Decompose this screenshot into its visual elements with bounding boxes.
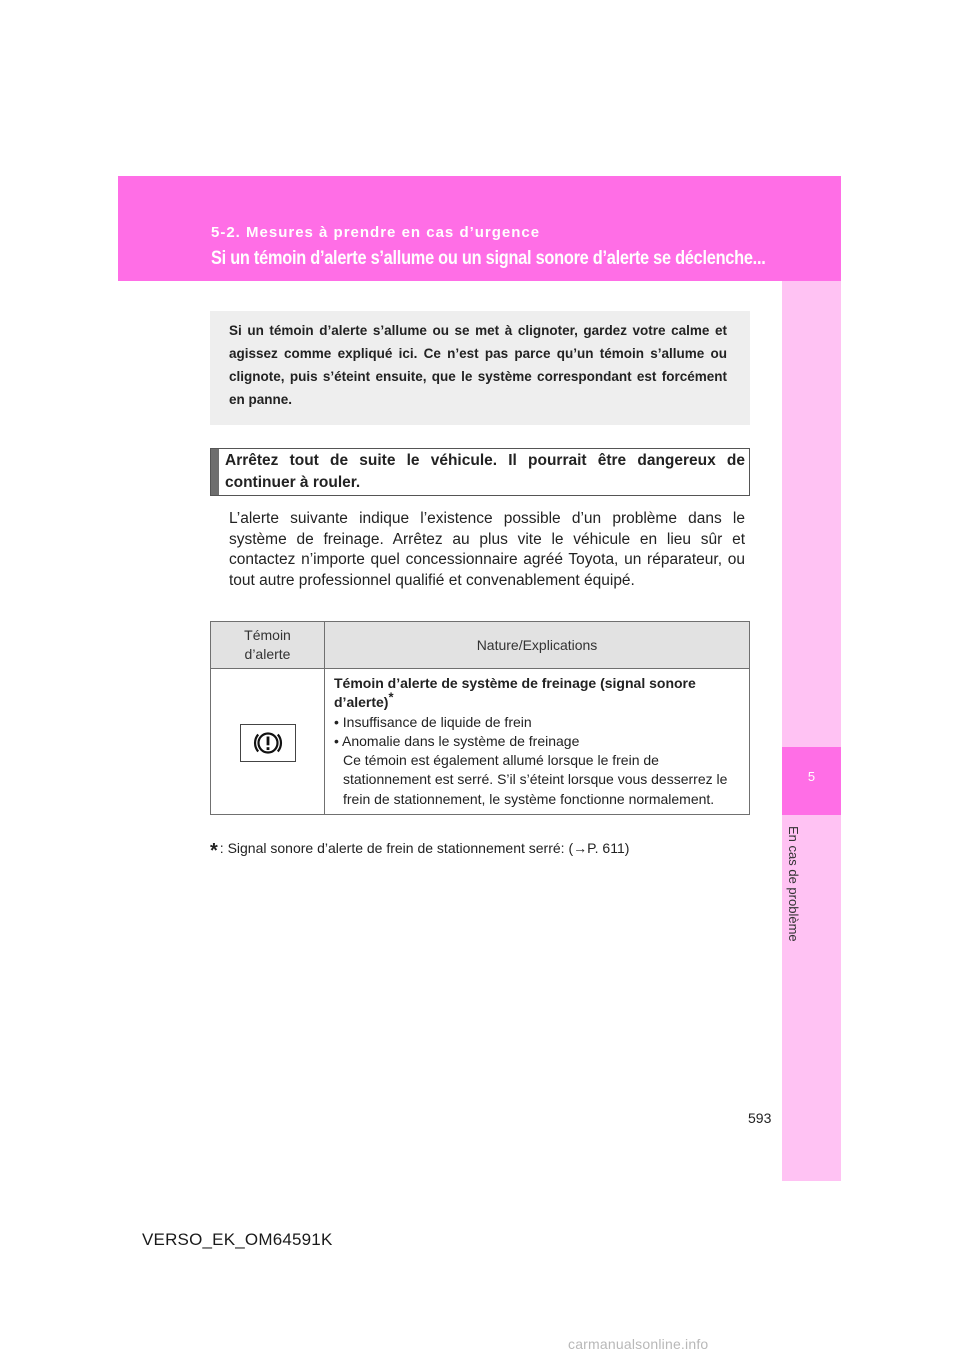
- explanation-bullet-fluid: • Insuffisance de liquide de frein: [334, 713, 532, 730]
- page-title: Si un témoin d’alerte s’allume ou un signal sonore d’alerte se déclenche...: [211, 248, 766, 269]
- table-header-warning-light-line1: Témoin: [244, 627, 291, 643]
- footnote-text: : Signal sonore d’alerte de frein de stationnement serré: (→P. 611): [219, 840, 630, 856]
- warning-heading: Arrêtez tout de suite le véhicule. Il pourrait être dangereux de continuer à rouler.: [225, 452, 745, 491]
- page-header: [118, 176, 841, 281]
- chapter-title: En cas de problème: [786, 826, 801, 942]
- table-row: [211, 669, 750, 815]
- page-number: 593: [748, 1110, 772, 1126]
- chapter-tab: [782, 747, 841, 815]
- warning-heading-box: [210, 448, 750, 496]
- table-header-warning-light: [211, 622, 325, 669]
- explanation-bullet-malfunction: • Anomalie dans le système de freinage: [334, 732, 580, 749]
- chapter-number: 5: [807, 769, 816, 784]
- warning-light-cell: [211, 669, 325, 815]
- explanation-cell: [325, 669, 750, 815]
- body-paragraph: L’alerte suivante indique l’existence possible d’un problème dans le système de freinage. Arrêtez au plus vite le véhicule en lieu sûr et contactez n’importe quel concessionnaire agréé Toyota, un réparateur, ou tout autre professionnel qualifié et convenablement équipé.: [229, 510, 745, 589]
- chapter-title-vertical: [786, 826, 804, 966]
- explanation-title: [334, 675, 696, 710]
- table-header-row: [211, 622, 750, 669]
- table-header-warning-light-line2: d’alerte: [244, 646, 291, 662]
- brake-warning-icon: [252, 727, 284, 759]
- document-code: VERSO_EK_OM64591K: [142, 1230, 333, 1249]
- table-header-explanations: Nature/Explications: [325, 622, 750, 669]
- footnote-mark: *: [210, 840, 218, 862]
- warning-light-table: [210, 621, 750, 815]
- footnote: [210, 840, 629, 863]
- intro-text: Si un témoin d’alerte s’allume ou se met à clignoter, gardez votre calme et agissez comme expliqué ici. Ce n’est pas parce qu’un témoin s’allume ou clignote, puis s’éteint ensuite, que le système correspondant est forcément en panne.: [229, 323, 727, 407]
- explanation-title-text: Témoin d’alerte de système de freinage (signal sonore d’alerte): [334, 675, 696, 711]
- intro-box: [210, 311, 750, 425]
- brake-warning-icon-frame: [240, 724, 296, 762]
- explanation-title-footnote-mark: *: [388, 689, 394, 705]
- explanation-note: Ce témoin est également allumé lorsque le frein de stationnement est serré. S’il s’éteint lorsque vous desserrez le frein de stationnement, le système fonctionne normalement.: [343, 752, 728, 807]
- warning-heading-bar: [211, 449, 219, 495]
- watermark: carmanualsonline.info: [568, 1336, 709, 1352]
- chapter-side-strip: [782, 281, 841, 1181]
- section-label: 5-2. Mesures à prendre en cas d’urgence: [211, 224, 541, 241]
